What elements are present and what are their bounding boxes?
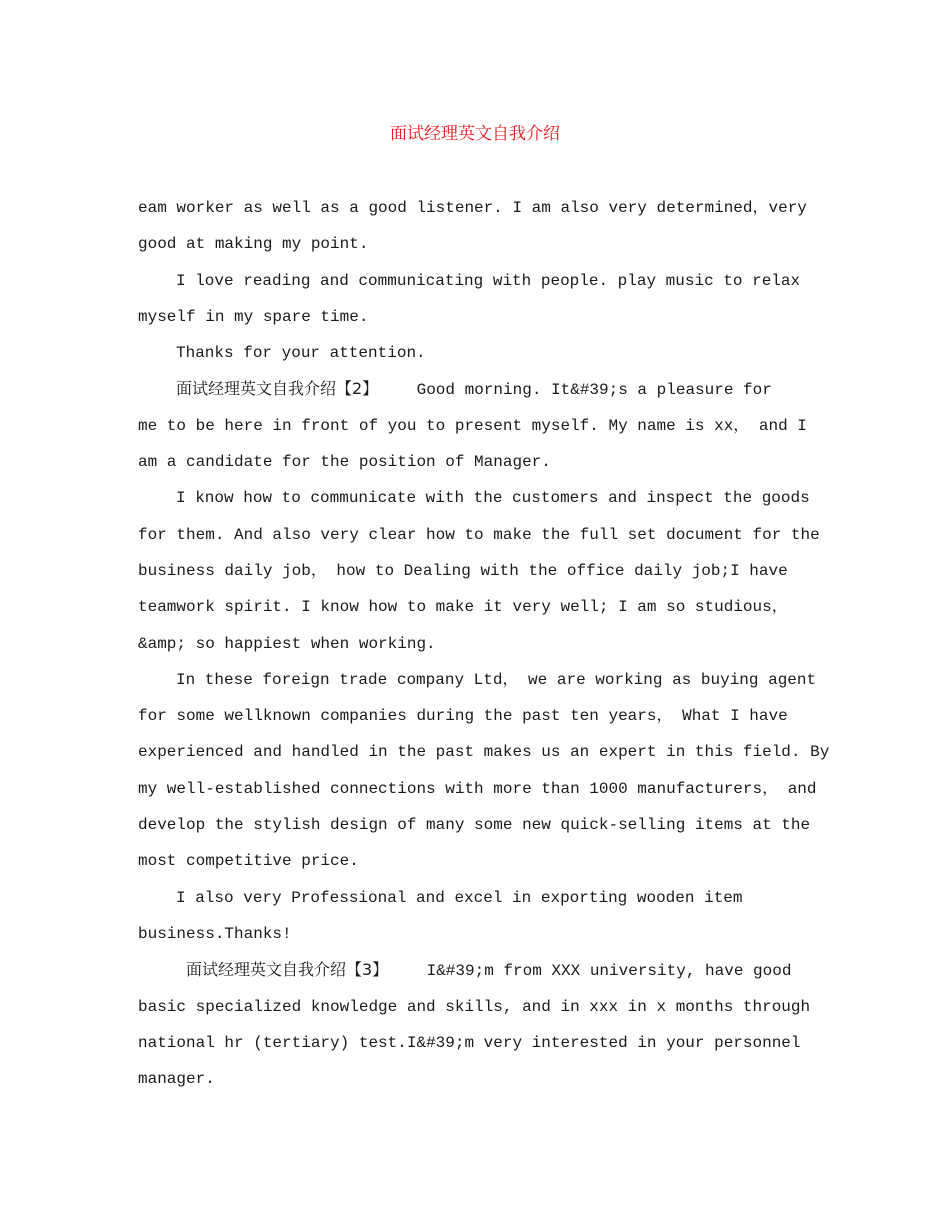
text-line: national hr (tertiary) test.I&#39;m very interested in your personnel <box>138 1033 801 1052</box>
section-heading-3: 面试经理英文自我介绍【3】 <box>186 960 389 980</box>
text-line: experienced and handled in the past makes us an expert in this field. By <box>138 743 830 762</box>
text-line: for them. And also very clear how to make the full set document for the <box>138 525 820 544</box>
text-line: manager. <box>138 1070 215 1089</box>
text-line: for some wellknown companies during the past ten years， What I have <box>138 707 788 726</box>
text-line: I know how to communicate with the customers and inspect the goods <box>176 489 810 508</box>
document-body <box>138 190 830 1097</box>
text-line: good at making my point. <box>138 235 369 254</box>
text-line: me to be here in front of you to present myself. My name is xx， and I <box>138 416 807 435</box>
text-line: I love reading and communicating with people. play music to relax <box>176 271 801 290</box>
text-line: am a candidate for the position of Manager. <box>138 453 551 472</box>
text-line: In these foreign trade company Ltd， we are working as buying agent <box>176 670 817 689</box>
text-segment: Good morning. It&#39;s a pleasure for <box>378 381 772 400</box>
text-line: my well-established connections with more than 1000 manufacturers， and <box>138 779 817 798</box>
text-line: I also very Professional and excel in exporting wooden item <box>176 888 743 907</box>
text-line: develop the stylish design of many some new quick-selling items at the <box>138 816 811 835</box>
text-line: &amp; so happiest when working. <box>138 634 436 653</box>
section-heading-2: 面试经理英文自我介绍【2】 <box>176 379 379 399</box>
text-line: business.Thanks! <box>138 924 292 943</box>
text-line: most competitive price. <box>138 852 359 871</box>
text-line: Thanks for your attention. <box>176 344 426 363</box>
text-line: business daily job， how to Dealing with the office daily job;I have <box>138 561 788 580</box>
section-heading-line-2 <box>138 371 818 407</box>
text-line: eam worker as well as a good listener. I am also very determined，very <box>138 199 807 217</box>
document-title: 面试经理英文自我介绍 <box>390 124 560 144</box>
text-line: basic specialized knowledge and skills, and in xxx in x months through <box>138 997 811 1016</box>
section-heading-line-3 <box>138 952 818 988</box>
text-segment: I&#39;m from XXX university, have good <box>388 962 792 981</box>
text-line: myself in my spare time. <box>138 307 369 326</box>
text-line: teamwork spirit. I know how to make it very well; I am so studious， <box>138 598 788 617</box>
